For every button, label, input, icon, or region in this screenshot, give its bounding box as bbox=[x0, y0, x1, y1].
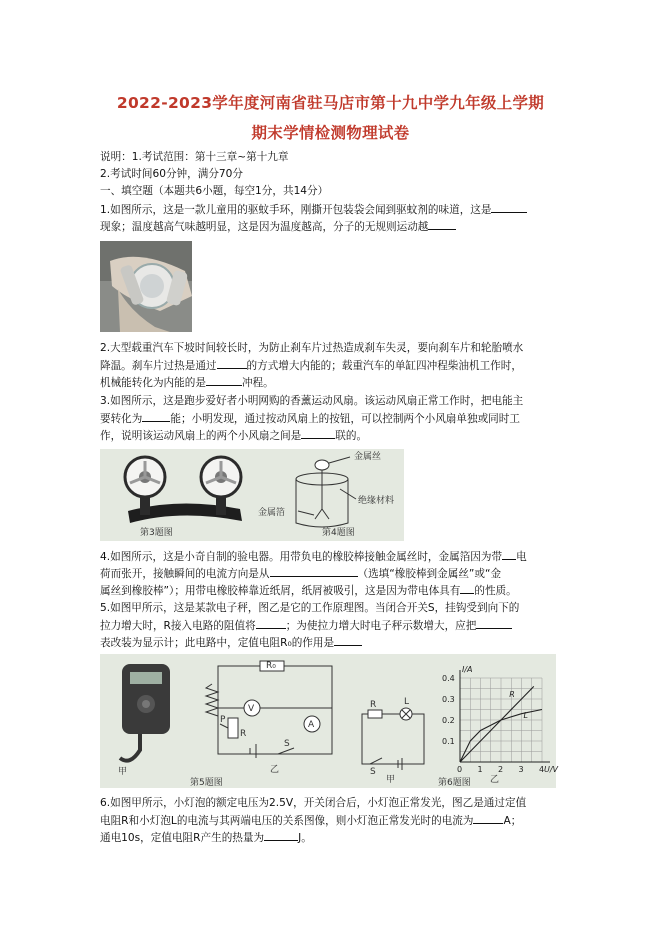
q6-text-c: 通电10s，定值电阻R产生的热量为 bbox=[100, 832, 265, 844]
q2-line3 bbox=[100, 374, 570, 392]
fig5-jia-label: 甲 bbox=[118, 767, 128, 777]
fig6-l-label: L bbox=[404, 697, 410, 707]
q6-blank1[interactable] bbox=[473, 812, 503, 824]
x-tick-label: 1 bbox=[477, 765, 483, 774]
intro-time: 2.考试时间60分钟，满分70分 bbox=[100, 168, 244, 180]
section-heading: 一、填空题（本题共6小题，每空1分，共14分） bbox=[100, 185, 329, 197]
ammeter-symbol: A bbox=[308, 720, 315, 730]
y-tick-label: 0.4 bbox=[442, 674, 455, 683]
q6-text-b: 电阻R和小灯泡L的电流与其两端电压的关系图像，则小灯泡正常发光时的电流为 bbox=[100, 815, 474, 827]
q6-line1: 6.如图甲所示，小灯泡的额定电压为2.5V，开关闭合后，小灯泡正常发光，图乙是通过定值 bbox=[100, 797, 527, 809]
q5-line2 bbox=[100, 617, 570, 635]
intro-scope: 说明：1.考试范围：第十三章~第十九章 bbox=[100, 151, 289, 163]
fig5-fig6-panel bbox=[100, 654, 559, 788]
q4-blank2[interactable] bbox=[270, 565, 358, 577]
q1-text-a: 1.如图所示，这是一款儿童用的驱蚊手环，刚撕开包装袋会闻到驱蚊剂的味道，这是 bbox=[100, 204, 492, 216]
q3-line3 bbox=[100, 427, 570, 445]
fig5-yi-label: 乙 bbox=[270, 765, 280, 775]
q4-text-a2: 电 bbox=[516, 551, 527, 563]
fig6-r-label: R bbox=[370, 700, 377, 710]
q1-line2 bbox=[100, 218, 570, 236]
q4-line2 bbox=[100, 565, 570, 583]
fig3-fig4-panel bbox=[100, 449, 404, 541]
q3-blank1[interactable] bbox=[142, 410, 170, 422]
q6-text-b2: A； bbox=[503, 815, 522, 827]
q2-blank1[interactable] bbox=[217, 357, 247, 369]
q2-line2 bbox=[100, 357, 570, 375]
q1-text-b: 现象；温度越高气味越明显，这是因为温度越高，分子的无规则运动越 bbox=[100, 221, 429, 233]
fig5-switch-label: S bbox=[284, 739, 290, 749]
foil-label: 金属箔 bbox=[258, 508, 286, 518]
q5-blank1[interactable] bbox=[256, 617, 286, 629]
q4-blank3[interactable] bbox=[460, 582, 474, 594]
q4-line3 bbox=[100, 582, 570, 600]
q2-blank2[interactable] bbox=[206, 374, 242, 386]
q3-line1: 3.如图所示，这是跑步爱好者小明网购的香薰运动风扇。该运动风扇正常工作时，把电能主 bbox=[100, 395, 524, 407]
series-label-l: L bbox=[523, 710, 529, 720]
q6-blank2[interactable] bbox=[264, 829, 298, 841]
q2-text-b: 降温。刹车片过热是通过 bbox=[100, 360, 217, 372]
q3-text-c: 能；小明发现，通过按动风扇上的按钮，可以控制两个小风扇单独或同时工 bbox=[170, 413, 520, 425]
fig6-switch-label: S bbox=[370, 767, 376, 777]
q1-wristband-photo bbox=[100, 241, 192, 332]
q1-line1 bbox=[100, 201, 570, 219]
exam-title-line1: 2022-2023学年度河南省驻马店市第十九中学九年级上学期 bbox=[116, 94, 545, 112]
y-tick-label: 0.3 bbox=[442, 695, 455, 704]
q5-blank3[interactable] bbox=[334, 634, 362, 646]
fig3-caption: 第3题图 bbox=[140, 528, 173, 538]
x-tick-label: 4 bbox=[539, 765, 545, 774]
q4-blank1[interactable] bbox=[502, 548, 516, 560]
q4-text-c: （选填“橡胶棒到金属丝”或“金 bbox=[357, 568, 502, 580]
x-tick-label: 0 bbox=[457, 765, 463, 774]
q4-text-b: 荷而张开，接触瞬间的电流方向是从 bbox=[100, 568, 270, 580]
q3-text-e: 联的。 bbox=[335, 430, 368, 442]
y-tick-label: 0.2 bbox=[442, 716, 455, 725]
q3-text-b: 要转化为 bbox=[100, 413, 143, 425]
q6-text-d: J。 bbox=[298, 832, 312, 844]
q2-text-c: 的方式增大内能的；载重汽车的单缸四冲程柴油机工作时， bbox=[246, 360, 522, 372]
insulation-label: 绝缘材料 bbox=[358, 496, 395, 506]
x-axis-label: U/V bbox=[544, 765, 559, 774]
q2-text-d: 机械能转化为内能的是 bbox=[100, 377, 206, 389]
wire-label: 金属丝 bbox=[354, 452, 382, 462]
q5-text-b: 拉力增大时，R接入电路的阻值将 bbox=[100, 620, 256, 632]
q2-text-e: 冲程。 bbox=[241, 377, 274, 389]
x-tick-label: 3 bbox=[518, 765, 524, 774]
q2-line1: 2.大型载重汽车下坡时间较长时，为防止刹车片过热造成刹车失灵，要向刹车片和轮胎喷水 bbox=[100, 342, 524, 354]
fig6-yi-label: 乙 bbox=[490, 775, 500, 785]
fig4-caption: 第4题图 bbox=[322, 528, 355, 538]
q3-text-d: 作，说明该运动风扇上的两个小风扇之间是 bbox=[100, 430, 302, 442]
q6-line2 bbox=[100, 812, 570, 830]
q5-text-c: ；为使拉力增大时电子秤示数增大，应把 bbox=[285, 620, 477, 632]
q4-line1 bbox=[100, 548, 570, 566]
q3-blank2[interactable] bbox=[301, 427, 335, 439]
exam-title-line2: 期末学情检测物理试卷 bbox=[251, 124, 410, 142]
fig5-caption: 第5题图 bbox=[190, 778, 223, 788]
fig6-jia-label: 甲 bbox=[386, 775, 396, 785]
q5-line1: 5.如图甲所示，这是某款电子秤，图乙是它的工作原理图。当闭合开关S，挂钩受到向下的 bbox=[100, 602, 520, 614]
q5-blank2[interactable] bbox=[476, 617, 512, 629]
q5-line3 bbox=[100, 634, 570, 652]
q4-text-e: 的性质。 bbox=[474, 585, 517, 597]
q5-text-d: 表改装为显示计；此电路中，定值电阻R₀的作用是 bbox=[100, 637, 335, 649]
q3-line2 bbox=[100, 410, 570, 428]
r0-label: R₀ bbox=[266, 661, 276, 671]
series-label-r: R bbox=[509, 689, 515, 699]
fig5-r-label: R bbox=[240, 729, 247, 739]
fig6-caption: 第6题图 bbox=[438, 778, 471, 788]
q6-line3 bbox=[100, 829, 570, 847]
x-tick-label: 2 bbox=[498, 765, 504, 774]
q1-blank1[interactable] bbox=[491, 201, 527, 213]
slider-p-label: P bbox=[220, 715, 226, 725]
voltmeter-symbol: V bbox=[248, 704, 255, 714]
q4-text-a: 4.如图所示，这是小奇自制的验电器。用带负电的橡胶棒接触金属丝时，金属箔因为带 bbox=[100, 551, 503, 563]
y-tick-label: 0.1 bbox=[442, 737, 455, 746]
y-axis-label: I/A bbox=[462, 665, 473, 674]
q4-text-d: 属丝到橡胶棒”）；用带电橡胶棒靠近纸屑，纸屑被吸引，这是因为带电体具有 bbox=[100, 585, 461, 597]
q1-blank2[interactable] bbox=[428, 218, 456, 230]
